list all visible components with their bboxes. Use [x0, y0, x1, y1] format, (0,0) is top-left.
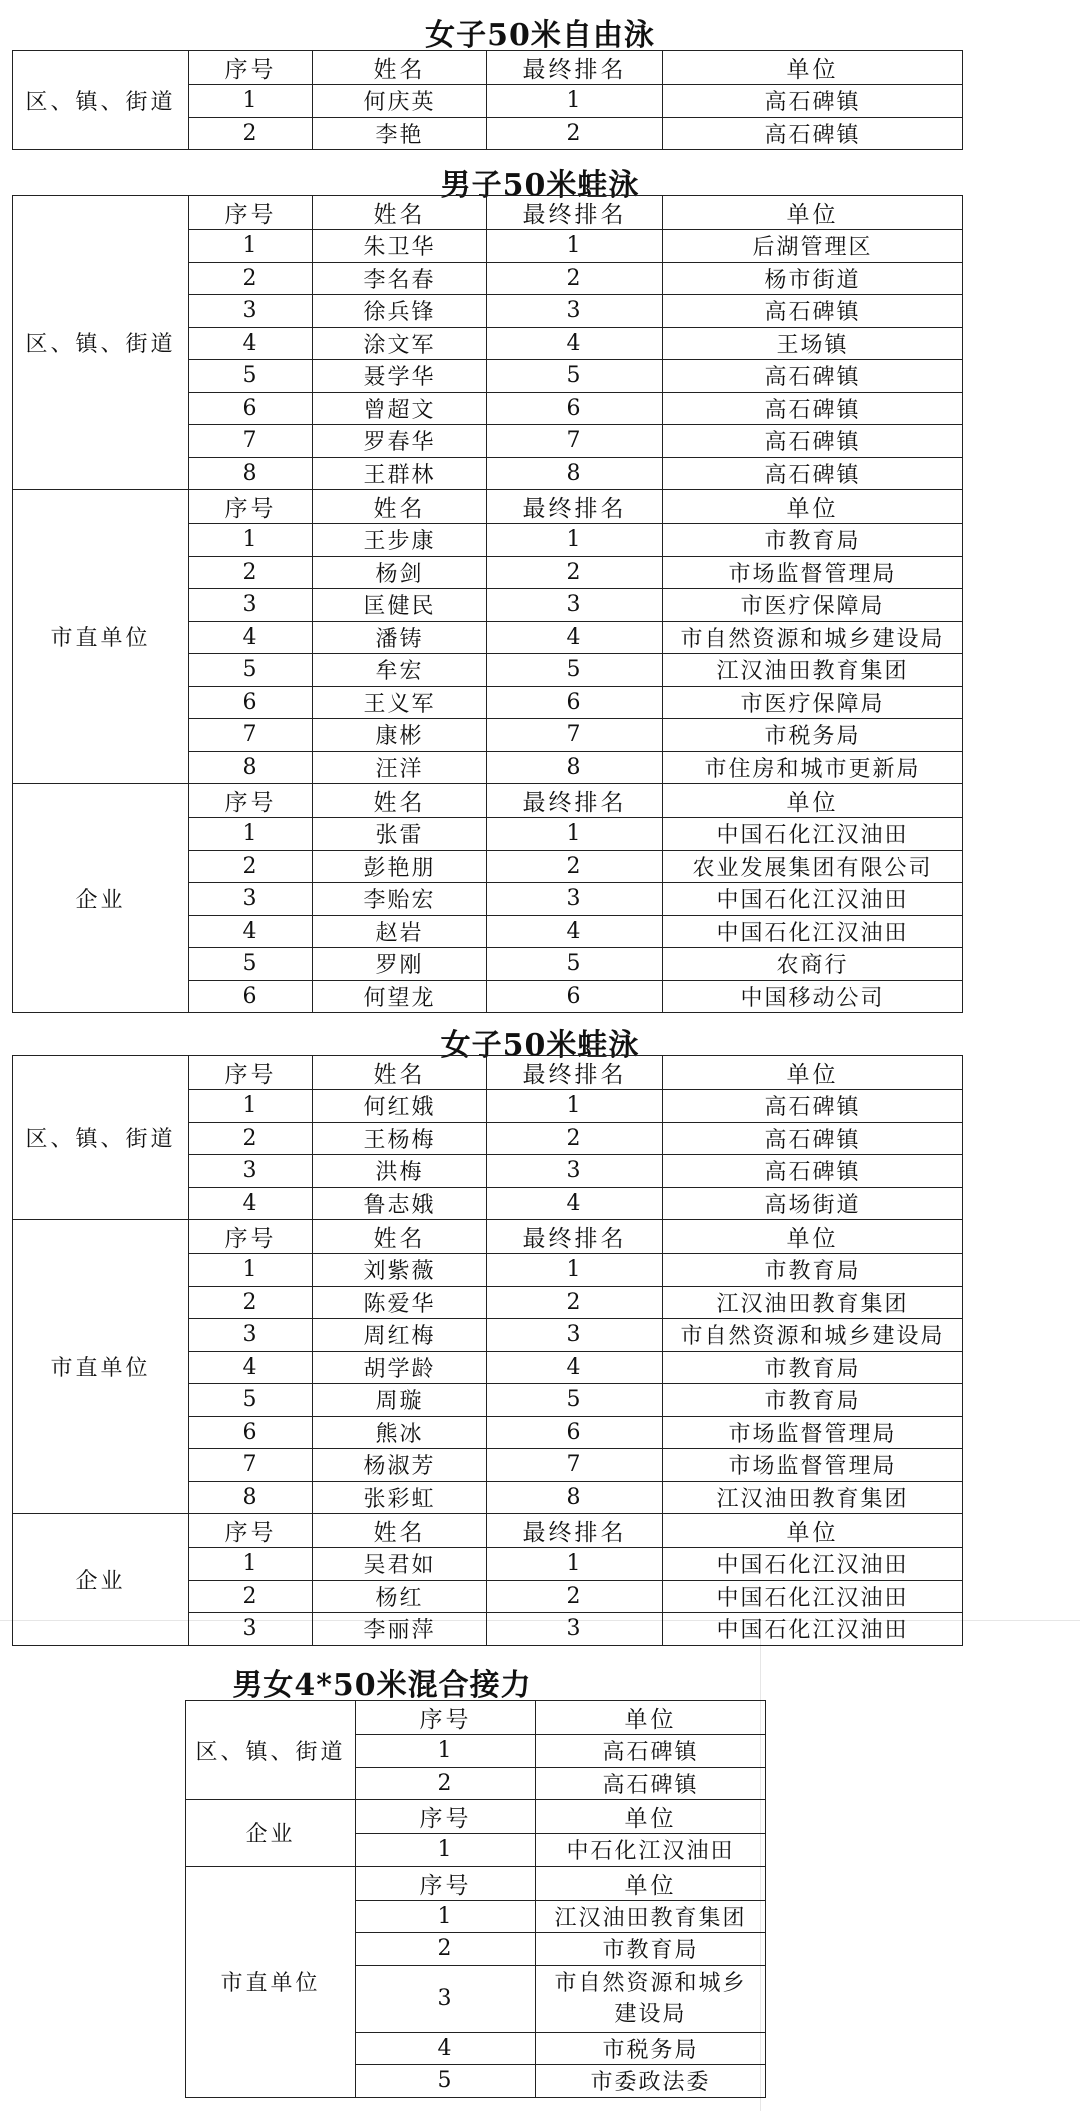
seq-cell: 4 — [189, 915, 313, 948]
rank-cell: 3 — [487, 295, 663, 328]
seq-cell: 8 — [189, 751, 313, 784]
unit-cell: 市教育局 — [663, 524, 963, 557]
seq-cell: 5 — [189, 948, 313, 981]
seq-cell: 1 — [189, 524, 313, 557]
seq-cell: 1 — [189, 1090, 313, 1123]
header-name: 姓名 — [313, 784, 487, 818]
section-title: 男子50米蛙泳 — [440, 168, 640, 203]
name-cell: 徐兵锋 — [313, 295, 487, 328]
group-name-cell: 区、镇、街道 — [13, 51, 189, 150]
seq-cell: 3 — [189, 1319, 313, 1352]
unit-cell: 市教育局 — [663, 1384, 963, 1417]
results-table — [12, 1055, 963, 1646]
seq-cell: 2 — [189, 1286, 313, 1319]
unit-cell: 高石碑镇 — [663, 117, 963, 150]
unit-cell: 高石碑镇 — [536, 1767, 766, 1800]
unit-cell: 高石碑镇 — [663, 360, 963, 393]
name-cell: 罗刚 — [313, 948, 487, 981]
header-rank: 最终排名 — [487, 196, 663, 230]
seq-cell: 7 — [189, 719, 313, 752]
group-name-cell: 市直单位 — [13, 490, 189, 784]
rank-cell: 5 — [487, 360, 663, 393]
rank-cell: 5 — [487, 654, 663, 687]
unit-cell: 王场镇 — [663, 327, 963, 360]
header-rank: 最终排名 — [487, 51, 663, 85]
unit-cell: 市场监督管理局 — [663, 556, 963, 589]
header-unit: 单位 — [663, 196, 963, 230]
header-seq: 序号 — [189, 1514, 313, 1548]
seq-cell: 6 — [189, 980, 313, 1013]
name-cell: 何庆英 — [313, 85, 487, 118]
unit-cell: 市住房和城市更新局 — [663, 751, 963, 784]
header-rank: 最终排名 — [487, 784, 663, 818]
seq-cell: 2 — [356, 1767, 536, 1800]
rank-cell: 8 — [487, 751, 663, 784]
rank-cell: 3 — [487, 1155, 663, 1188]
name-cell: 李名春 — [313, 262, 487, 295]
section-title: 女子50米蛙泳 — [440, 1028, 640, 1063]
header-unit: 单位 — [663, 1056, 963, 1090]
rank-cell: 4 — [487, 1351, 663, 1384]
seq-cell: 3 — [356, 1965, 536, 2032]
header-unit: 单位 — [663, 784, 963, 818]
seq-cell: 7 — [189, 425, 313, 458]
unit-cell: 高石碑镇 — [663, 295, 963, 328]
relay-title: 男女4*50米混合接力 — [232, 1668, 532, 1703]
unit-cell: 杨市街道 — [663, 262, 963, 295]
rank-cell: 2 — [487, 117, 663, 150]
name-cell: 王群林 — [313, 457, 487, 490]
seq-cell: 3 — [189, 1155, 313, 1188]
rank-cell: 1 — [487, 818, 663, 851]
unit-cell: 江汉油田教育集团 — [663, 1286, 963, 1319]
seq-cell: 8 — [189, 1481, 313, 1514]
name-cell: 赵岩 — [313, 915, 487, 948]
seq-cell: 7 — [189, 1449, 313, 1482]
rank-cell: 8 — [487, 457, 663, 490]
name-cell: 王义军 — [313, 686, 487, 719]
rank-cell: 1 — [487, 85, 663, 118]
header-unit: 单位 — [663, 490, 963, 524]
unit-cell: 高石碑镇 — [536, 1735, 766, 1768]
name-cell: 鲁志娥 — [313, 1187, 487, 1220]
name-cell: 周璇 — [313, 1384, 487, 1417]
unit-cell: 高石碑镇 — [663, 392, 963, 425]
seq-cell: 4 — [189, 621, 313, 654]
seq-cell: 1 — [189, 1254, 313, 1287]
unit-cell: 中国石化江汉油田 — [663, 1580, 963, 1613]
seq-cell: 5 — [189, 360, 313, 393]
name-cell: 杨红 — [313, 1580, 487, 1613]
unit-cell: 市教育局 — [536, 1933, 766, 1966]
header-row — [13, 196, 963, 230]
seq-cell: 6 — [189, 392, 313, 425]
rank-cell: 2 — [487, 262, 663, 295]
unit-cell: 中国石化江汉油田 — [663, 1613, 963, 1646]
name-cell: 何望龙 — [313, 980, 487, 1013]
seq-cell: 1 — [356, 1834, 536, 1867]
rank-cell: 8 — [487, 1481, 663, 1514]
unit-cell: 高石碑镇 — [663, 1155, 963, 1188]
seq-cell: 2 — [189, 850, 313, 883]
name-cell: 吴君如 — [313, 1548, 487, 1581]
seq-cell: 2 — [189, 1122, 313, 1155]
name-cell: 牟宏 — [313, 654, 487, 687]
name-cell: 朱卫华 — [313, 230, 487, 263]
header-name: 姓名 — [313, 196, 487, 230]
rank-cell: 2 — [487, 1122, 663, 1155]
header-name: 姓名 — [313, 1056, 487, 1090]
name-cell: 李贻宏 — [313, 883, 487, 916]
unit-cell: 江汉油田教育集团 — [663, 654, 963, 687]
name-cell: 王杨梅 — [313, 1122, 487, 1155]
rank-cell: 1 — [487, 1548, 663, 1581]
rank-cell: 3 — [487, 883, 663, 916]
rank-cell: 2 — [487, 850, 663, 883]
header-rank: 最终排名 — [487, 1514, 663, 1548]
unit-cell: 市自然资源和城乡建设局 — [663, 621, 963, 654]
seq-cell: 2 — [189, 556, 313, 589]
name-cell: 熊冰 — [313, 1416, 487, 1449]
group-name-cell: 企业 — [13, 1514, 189, 1646]
header-seq: 序号 — [189, 1056, 313, 1090]
header-name: 姓名 — [313, 1220, 487, 1254]
header-rank: 最终排名 — [487, 1220, 663, 1254]
seq-cell: 1 — [189, 230, 313, 263]
seq-cell: 2 — [189, 117, 313, 150]
seq-cell: 4 — [189, 327, 313, 360]
seq-cell: 2 — [189, 1580, 313, 1613]
header-seq: 序号 — [356, 1800, 536, 1834]
seq-cell: 5 — [189, 1384, 313, 1417]
name-cell: 杨淑芳 — [313, 1449, 487, 1482]
unit-cell: 江汉油田教育集团 — [663, 1481, 963, 1514]
header-unit: 单位 — [536, 1701, 766, 1735]
unit-cell: 高石碑镇 — [663, 85, 963, 118]
group-name-cell: 企业 — [186, 1800, 356, 1867]
seq-cell: 5 — [356, 2065, 536, 2098]
name-cell: 胡学龄 — [313, 1351, 487, 1384]
rank-cell: 4 — [487, 621, 663, 654]
unit-cell: 高石碑镇 — [663, 457, 963, 490]
name-cell: 涂文军 — [313, 327, 487, 360]
rank-cell: 3 — [487, 1613, 663, 1646]
rank-cell: 6 — [487, 1416, 663, 1449]
rank-cell: 2 — [487, 1580, 663, 1613]
seq-cell: 6 — [189, 1416, 313, 1449]
seq-cell: 1 — [356, 1900, 536, 1933]
section-title: 女子50米自由泳 — [425, 18, 655, 53]
rank-cell: 3 — [487, 589, 663, 622]
unit-cell: 中国石化江汉油田 — [663, 915, 963, 948]
unit-cell: 市教育局 — [663, 1254, 963, 1287]
header-seq: 序号 — [356, 1701, 536, 1735]
header-row — [13, 1514, 963, 1548]
group-name-cell: 区、镇、街道 — [13, 196, 189, 490]
rank-cell: 2 — [487, 556, 663, 589]
name-cell: 张雷 — [313, 818, 487, 851]
header-unit: 单位 — [663, 51, 963, 85]
header-row — [13, 490, 963, 524]
rank-cell: 7 — [487, 1449, 663, 1482]
name-cell: 李艳 — [313, 117, 487, 150]
name-cell: 匡健民 — [313, 589, 487, 622]
unit-cell: 中国石化江汉油田 — [663, 1548, 963, 1581]
header-name: 姓名 — [313, 490, 487, 524]
name-cell: 潘铸 — [313, 621, 487, 654]
name-cell: 曾超文 — [313, 392, 487, 425]
seq-cell: 8 — [189, 457, 313, 490]
unit-cell: 市委政法委 — [536, 2065, 766, 2098]
group-name-cell: 市直单位 — [13, 1220, 189, 1514]
seq-cell: 1 — [189, 818, 313, 851]
rank-cell: 6 — [487, 392, 663, 425]
seq-cell: 4 — [189, 1187, 313, 1220]
unit-cell: 市自然资源和城乡建设局 — [536, 1965, 766, 2032]
rank-cell: 1 — [487, 1254, 663, 1287]
unit-cell: 中国石化江汉油田 — [663, 818, 963, 851]
header-name: 姓名 — [313, 1514, 487, 1548]
rank-cell: 6 — [487, 980, 663, 1013]
rank-cell: 1 — [487, 230, 663, 263]
unit-cell: 农商行 — [663, 948, 963, 981]
name-cell: 彭艳朋 — [313, 850, 487, 883]
seq-cell: 5 — [189, 654, 313, 687]
name-cell: 何红娥 — [313, 1090, 487, 1123]
unit-cell: 市自然资源和城乡建设局 — [663, 1319, 963, 1352]
unit-cell: 高石碑镇 — [663, 1090, 963, 1123]
unit-cell: 江汉油田教育集团 — [536, 1900, 766, 1933]
header-seq: 序号 — [189, 490, 313, 524]
unit-cell: 中国移动公司 — [663, 980, 963, 1013]
unit-cell: 市医疗保障局 — [663, 589, 963, 622]
header-seq: 序号 — [356, 1866, 536, 1900]
header-seq: 序号 — [189, 1220, 313, 1254]
rank-cell: 1 — [487, 524, 663, 557]
seq-cell: 1 — [189, 1548, 313, 1581]
name-cell: 聂学华 — [313, 360, 487, 393]
name-cell: 李丽萍 — [313, 1613, 487, 1646]
unit-cell: 中国石化江汉油田 — [663, 883, 963, 916]
header-rank: 最终排名 — [487, 490, 663, 524]
rank-cell: 1 — [487, 1090, 663, 1123]
header-row — [13, 1056, 963, 1090]
name-cell: 王步康 — [313, 524, 487, 557]
unit-cell: 市税务局 — [663, 719, 963, 752]
header-seq: 序号 — [189, 784, 313, 818]
rank-cell: 2 — [487, 1286, 663, 1319]
group-name-cell: 区、镇、街道 — [13, 1056, 189, 1220]
rank-cell: 4 — [487, 1187, 663, 1220]
seq-cell: 4 — [189, 1351, 313, 1384]
results-table — [12, 50, 963, 150]
name-cell: 杨剑 — [313, 556, 487, 589]
name-cell: 陈爱华 — [313, 1286, 487, 1319]
rank-cell: 7 — [487, 719, 663, 752]
seq-cell: 1 — [189, 85, 313, 118]
unit-cell: 市教育局 — [663, 1351, 963, 1384]
header-row — [186, 1701, 766, 1735]
rank-cell: 4 — [487, 327, 663, 360]
rank-cell: 4 — [487, 915, 663, 948]
unit-cell: 市税务局 — [536, 2032, 766, 2065]
name-cell: 汪洋 — [313, 751, 487, 784]
seq-cell: 3 — [189, 883, 313, 916]
header-seq: 序号 — [189, 51, 313, 85]
group-name-cell: 区、镇、街道 — [186, 1701, 356, 1800]
seq-cell: 3 — [189, 1613, 313, 1646]
name-cell: 罗春华 — [313, 425, 487, 458]
seq-cell: 2 — [356, 1933, 536, 1966]
seq-cell: 2 — [189, 262, 313, 295]
name-cell: 洪梅 — [313, 1155, 487, 1188]
seq-cell: 3 — [189, 589, 313, 622]
name-cell: 周红梅 — [313, 1319, 487, 1352]
rank-cell: 3 — [487, 1319, 663, 1352]
rank-cell: 5 — [487, 948, 663, 981]
rank-cell: 7 — [487, 425, 663, 458]
unit-cell: 高场街道 — [663, 1187, 963, 1220]
seq-cell: 4 — [356, 2032, 536, 2065]
unit-cell: 市场监督管理局 — [663, 1449, 963, 1482]
header-row — [13, 1220, 963, 1254]
rank-cell: 5 — [487, 1384, 663, 1417]
header-unit: 单位 — [536, 1866, 766, 1900]
unit-cell: 高石碑镇 — [663, 425, 963, 458]
unit-cell: 市医疗保障局 — [663, 686, 963, 719]
header-row — [186, 1800, 766, 1834]
unit-cell: 高石碑镇 — [663, 1122, 963, 1155]
seq-cell: 1 — [356, 1735, 536, 1768]
seq-cell: 6 — [189, 686, 313, 719]
group-name-cell: 市直单位 — [186, 1866, 356, 2097]
header-seq: 序号 — [189, 196, 313, 230]
unit-cell: 后湖管理区 — [663, 230, 963, 263]
name-cell: 康彬 — [313, 719, 487, 752]
header-unit: 单位 — [663, 1220, 963, 1254]
group-name-cell: 企业 — [13, 784, 189, 1013]
unit-cell: 市场监督管理局 — [663, 1416, 963, 1449]
header-row — [13, 784, 963, 818]
header-unit: 单位 — [536, 1800, 766, 1834]
name-cell: 刘紫薇 — [313, 1254, 487, 1287]
seq-cell: 3 — [189, 295, 313, 328]
rank-cell: 6 — [487, 686, 663, 719]
results-table — [12, 195, 963, 1013]
header-rank: 最终排名 — [487, 1056, 663, 1090]
header-row — [186, 1866, 766, 1900]
header-name: 姓名 — [313, 51, 487, 85]
unit-cell: 农业发展集团有限公司 — [663, 850, 963, 883]
header-row — [13, 51, 963, 85]
relay-table — [185, 1700, 766, 2098]
name-cell: 张彩虹 — [313, 1481, 487, 1514]
unit-cell: 中石化江汉油田 — [536, 1834, 766, 1867]
header-unit: 单位 — [663, 1514, 963, 1548]
